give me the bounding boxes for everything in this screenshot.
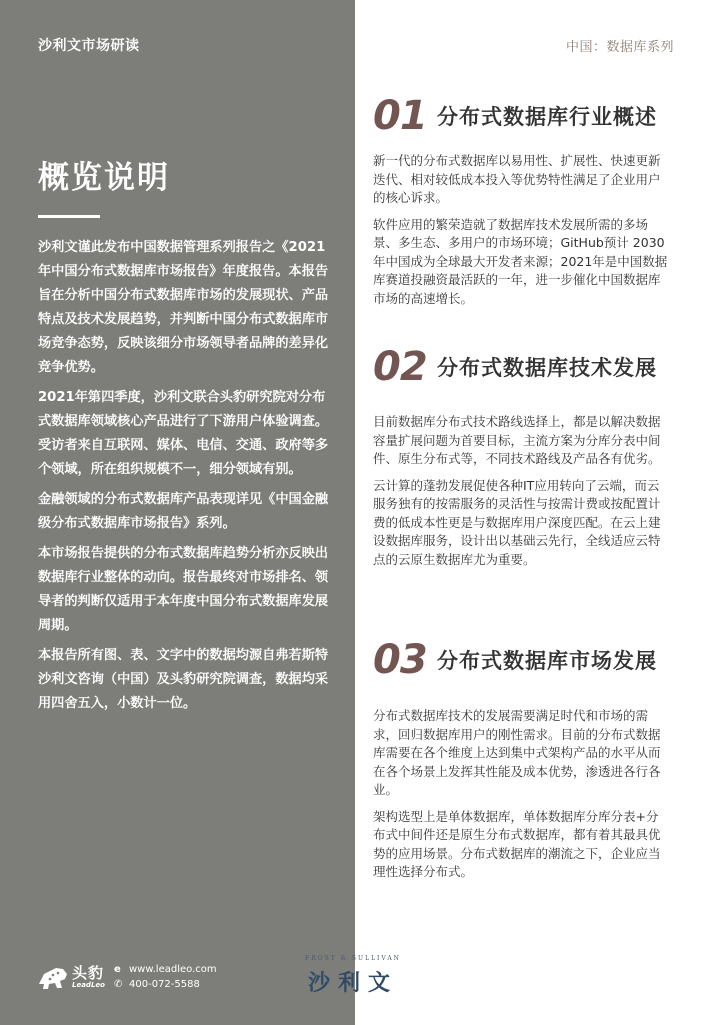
fs-chinese-mark: 沙利文	[307, 971, 398, 996]
section-03-body	[373, 707, 668, 890]
phone-text: 400-072-5588	[129, 979, 200, 990]
section-title: 分布式数据库市场发展	[437, 649, 657, 673]
overview-paragraph: 本市场报告提供的分布式数据库趋势分析亦反映出数据库行业整体的动向。报告最终对市场排名、领导者的判断仅适用于本年度中国分布式数据库发展周期。	[38, 546, 329, 633]
overview-body	[38, 236, 333, 722]
leadleo-subname: LeadLeo	[72, 981, 105, 989]
frost-sullivan-logo	[288, 955, 418, 995]
overview-paragraph: 2021年第四季度，沙利文联合头豹研究院对分布式数据库领域核心产品进行了下游用户体验调查。受访者来自互联网、媒体、电信、交通、政府等多个领域，所在组织规模不一，细分领域有别。	[38, 390, 329, 477]
section-02-header	[373, 344, 657, 390]
section-01-body	[373, 152, 668, 316]
series-tag: 中国：数据库系列	[565, 40, 674, 55]
section-01-header	[373, 93, 657, 139]
section-02-body	[373, 413, 668, 577]
brand-title: 沙利文市场研读	[38, 38, 140, 54]
section-paragraph: 目前数据库分布式技术路线选择上，都是以解决数据容量扩展问题为首要目标，主流方案为分库分表中间件、原生分布式等，不同技术路线及产品各有优劣。	[373, 414, 661, 466]
section-number: 01	[373, 93, 427, 139]
phone-row	[114, 977, 217, 992]
section-number: 03	[373, 637, 427, 683]
fs-wordmark: FROST & SULLIVAN	[305, 955, 401, 962]
website-row	[114, 962, 217, 977]
contact-info	[114, 962, 217, 992]
section-paragraph: 软件应用的繁荣造就了数据库技术发展所需的多场景、多生态、多用户的市场环境；GitHub预计 2030 年中国成为全球最大开发者来源；2021年是中国数据库赛道投融资最活跃的一年，进一步催化中国数据库市场的高速增长。	[373, 216, 668, 306]
section-number: 02	[373, 344, 427, 390]
web-icon: e	[114, 964, 121, 975]
title-divider	[38, 215, 100, 218]
section-title: 分布式数据库行业概述	[437, 105, 657, 129]
leadleo-logo	[36, 960, 108, 994]
overview-paragraph: 沙利文谨此发布中国数据管理系列报告之《2021年中国分布式数据库市场报告》年度报告。本报告旨在分析中国分布式数据库市场的发展现状、产品特点及技术发展趋势，并判断中国分布式数据库市场竞争态势，反映该细分市场领导者品牌的差异化竞争优势。	[38, 240, 329, 375]
section-paragraph: 分布式数据库技术的发展需要满足时代和市场的需求，回归数据库用户的刚性需求。目前的分布式数据库需要在各个维度上达到集中式架构产品的水平从而在各个场景上发挥其性能及成本优势，渗透进各行各业。	[373, 708, 661, 797]
website-text[interactable]: www.leadleo.com	[129, 964, 217, 975]
leopard-icon	[36, 962, 70, 992]
leadleo-name: 头豹	[72, 964, 105, 982]
section-paragraph: 架构选型上是单体数据库，单体数据库分库分表+分布式中间件还是原生分布式数据库，都有着其最具优势的应用场景。分布式数据库的潮流之下，企业应当理性选择分布式。	[373, 808, 661, 879]
overview-paragraph: 本报告所有图、表、文字中的数据均源自弗若斯特沙利文咨询（中国）及头豹研究院调查，数据均采用四舍五入，小数计一位。	[38, 648, 329, 711]
overview-title: 概览说明	[38, 160, 170, 196]
overview-paragraph: 金融领域的分布式数据库产品表现详见《中国金融级分布式数据库市场报告》系列。	[38, 492, 329, 531]
section-paragraph: 新一代的分布式数据库以易用性、扩展性、快速更新迭代、相对较低成本投入等优势特性满足了企业用户的核心诉求。	[373, 153, 661, 205]
section-paragraph: 云计算的蓬勃发展促使各种IT应用转向了云端，而云服务独有的按需服务的灵活性与按需计费或按配置计费的低成本性更是与数据库用户深度匹配。在云上建设数据库服务，设计出以基础云先行，全线适应云特点的云原生数据库尤为重要。	[373, 477, 661, 567]
section-title: 分布式数据库技术发展	[437, 356, 657, 380]
section-03-header	[373, 637, 657, 683]
phone-icon: ✆	[114, 979, 123, 990]
